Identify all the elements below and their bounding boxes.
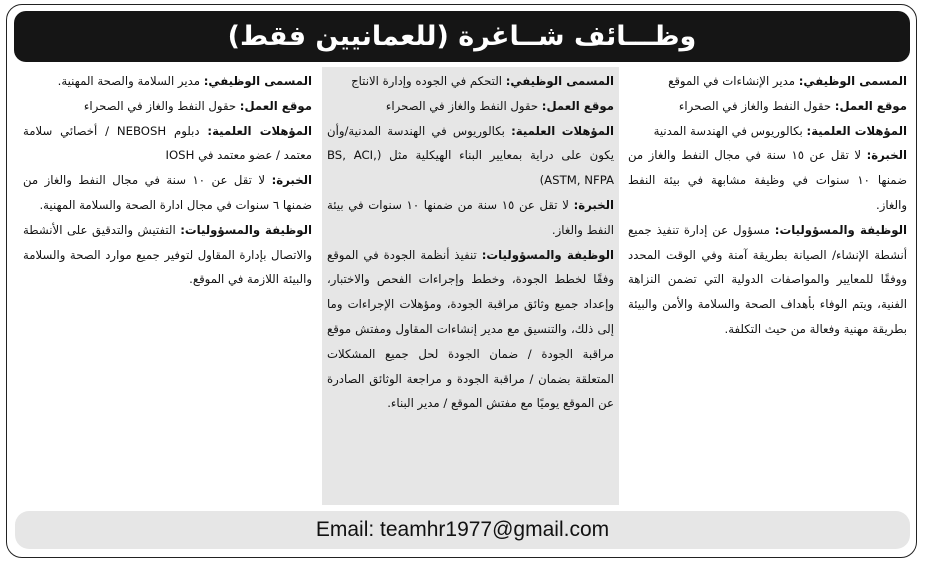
- ad-title: وظـــائف شــاغرة (للعمانيين فقط): [227, 21, 697, 52]
- job-column-construction-manager: [623, 67, 912, 505]
- job-title-value: مدير السلامة والصحة المهنية.: [57, 74, 201, 88]
- qualifications-value: بكالوريوس في الهندسة المدنية: [653, 123, 803, 138]
- duties-value: تنفيذ أنظمة الجودة في الموقع وفقًا لخطط الجودة، وخطط وإجراءات الفحص والاختبار، وإعداد جميع وثائق مراقبة الجودة، ومؤهلات الإجراءات وما إلى ذلك، والتنسيق مع مدير إنشاءات المقاول ومفتش موقع مراقبة الجودة / ضمان الجودة لحل جميع المشكلات المتعلقة بضمان / مراقبة الجودة و مراجعة الوثائق الصادرة عن الموقع يوميًا مع مفتش الموقع / مدير البناء.: [327, 247, 614, 411]
- qualifications-label: المؤهلات العلمية:: [207, 123, 312, 138]
- experience-row: [628, 143, 907, 217]
- experience-label: الخبرة:: [866, 148, 908, 163]
- job-title-label: المسمى الوظيفي:: [798, 74, 907, 88]
- job-title-value: مدير الإنشاءات في الموقع: [668, 74, 796, 88]
- job-column-hse-manager: [18, 67, 317, 505]
- job-title-label: المسمى الوظيفي:: [505, 74, 614, 88]
- location-value: حقول النفط والغاز في الصحراء: [385, 98, 539, 113]
- location-row: [23, 94, 312, 119]
- experience-value: لا تقل عن ١٥ سنة من ضمنها ١٠ سنوات في بيئة النفط والغاز.: [327, 197, 614, 237]
- duties-row: [23, 218, 312, 292]
- experience-label: الخبرة:: [573, 197, 615, 212]
- duties-row: [327, 243, 614, 417]
- experience-label: الخبرة:: [271, 173, 313, 188]
- job-title-label: المسمى الوظيفي:: [203, 74, 312, 88]
- job-title-row: [628, 69, 907, 94]
- duties-label: الوظيفة والمسؤوليات:: [180, 222, 312, 237]
- job-title-value: التحكم في الجوده وإدارة الانتاج: [351, 74, 503, 88]
- contact-email[interactable]: Email: teamhr1977@gmail.com: [315, 518, 610, 541]
- qualifications-value: بكالوريوس في الهندسة المدنية/وأن يكون على دراية بمعايير البناء الهيكلية مثل (BS, ACI, ASTM, NFPA): [327, 123, 614, 188]
- location-label: موقع العمل:: [239, 98, 312, 113]
- qualifications-value: دبلوم NEBOSH / أخصائي سلامة معتمد / عضو معتمد في IOSH: [23, 123, 312, 163]
- qualifications-label: المؤهلات العلمية:: [511, 123, 614, 138]
- email-bar: [15, 511, 910, 549]
- advertisement-frame: [6, 4, 917, 558]
- duties-row: [628, 218, 907, 342]
- job-title-row: [327, 69, 614, 94]
- qualifications-label: المؤهلات العلمية:: [806, 123, 907, 138]
- location-label: موقع العمل:: [834, 98, 907, 113]
- qualifications-row: [327, 119, 614, 193]
- job-title-row: [23, 69, 312, 94]
- experience-row: [23, 168, 312, 218]
- duties-value: مسؤول عن إدارة تنفيذ جميع أنشطة الإنشاء/ الصيانة بطريقة آمنة وفي الوقت المحدد ووفقًا للمعايير والمواصفات الدولية التي تضمن النزاهة الفنية، ويتم الوفاء بأهداف الصحة والسلامة والأمن والبيئة بطريقة مهنية وفعالة من حيث التكلفة.: [628, 222, 907, 336]
- location-row: [628, 94, 907, 119]
- duties-label: الوظيفة والمسؤوليات:: [481, 247, 614, 262]
- experience-value: لا تقل عن ١٠ سنة في مجال النفط والغاز من ضمنها ٦ سنوات في مجال ادارة الصحة والسلامة المهنية.: [23, 173, 312, 212]
- location-value: حقول النفط والغاز في الصحراء: [83, 98, 237, 113]
- title-bar: [14, 11, 910, 62]
- experience-value: لا تقل عن ١٥ سنة في مجال النفط والغاز من ضمنها ١٠ سنوات في وظيفة مشابهة في بيئة النفط والغاز.: [628, 148, 907, 212]
- location-value: حقول النفط والغاز في الصحراء: [678, 98, 832, 113]
- location-label: موقع العمل:: [541, 98, 614, 113]
- experience-row: [327, 193, 614, 243]
- qualifications-row: [23, 119, 312, 169]
- duties-label: الوظيفة والمسؤوليات:: [774, 222, 907, 237]
- job-column-quality-control: [322, 67, 619, 505]
- location-row: [327, 94, 614, 119]
- duties-value: التفتيش والتدقيق على الأنشطة والاتصال بإدارة المقاول لتوفير جميع موارد الصحة والسلامة والبيئة اللازمة في الموقع.: [23, 222, 312, 287]
- qualifications-row: [628, 119, 907, 144]
